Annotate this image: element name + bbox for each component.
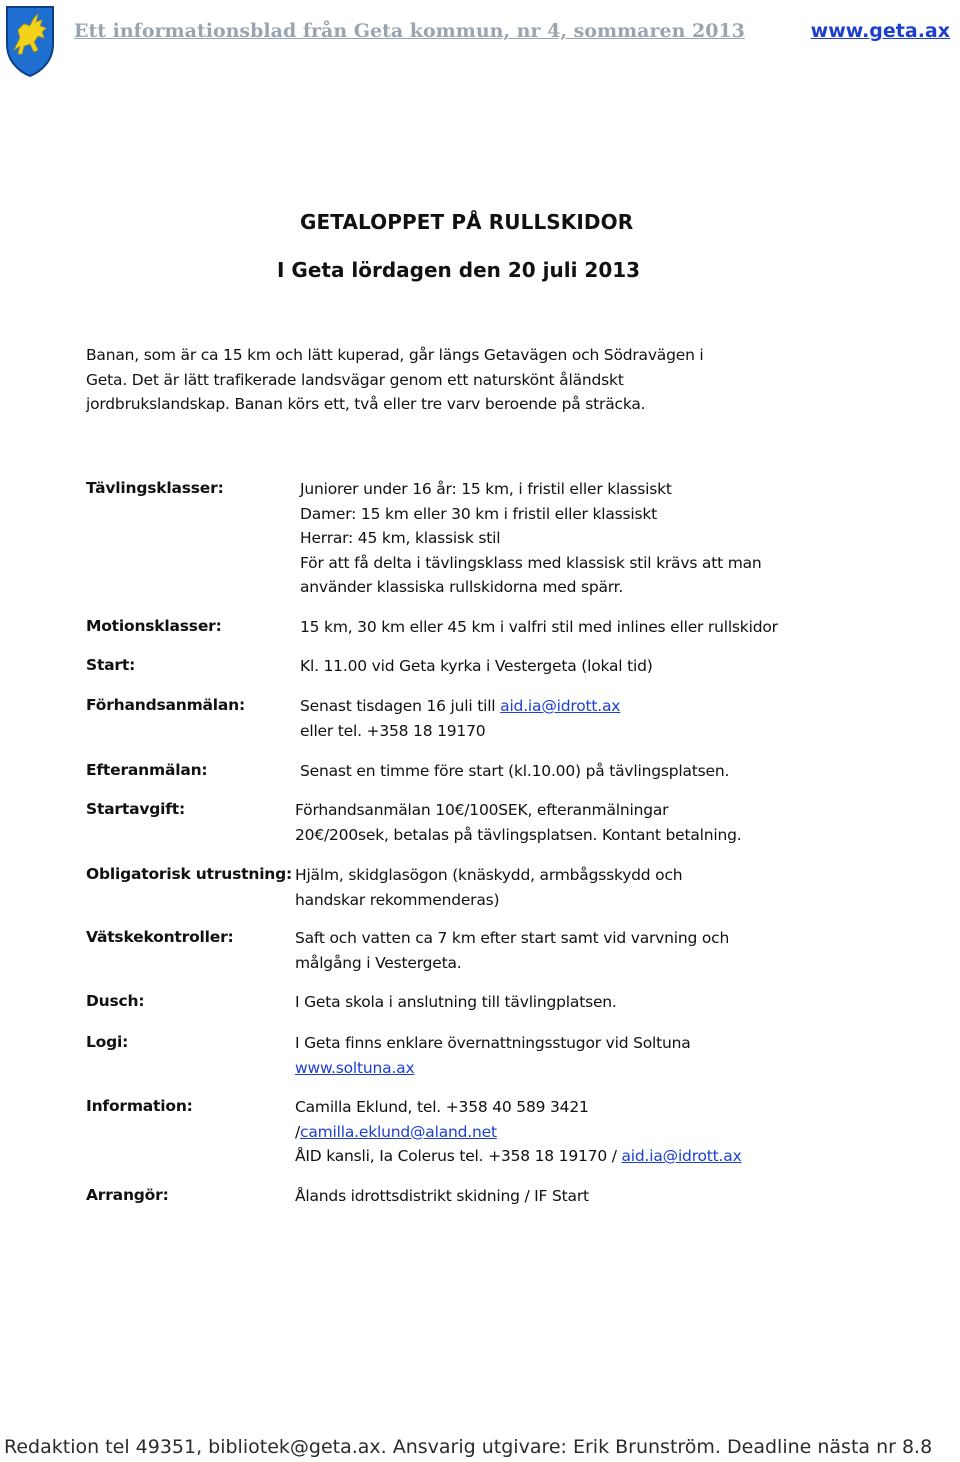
lodging-line: I Geta finns enklare övernattningsstugor vid Soltuna xyxy=(295,1034,691,1052)
office-email-link[interactable]: aid.ia@idrott.ax xyxy=(621,1147,742,1165)
event-date: I Geta lördagen den 20 juli 2013 xyxy=(277,258,641,282)
office-text: ÅID kansli, Ia Colerus tel. +358 18 19170 / xyxy=(295,1147,622,1165)
newsletter-title: Ett informationsblad från Geta kommun, nr 4, sommaren 2013 xyxy=(74,20,745,42)
label-arrangor: Arrangör: xyxy=(86,1186,169,1204)
late-register-line: Senast en timme före start (kl.10.00) på tävlingsplatsen. xyxy=(300,762,730,780)
label-motionsklasser: Motionsklasser: xyxy=(86,617,222,635)
contact-line: Camilla Eklund, tel. +358 40 589 3421 xyxy=(295,1098,589,1116)
value-dusch xyxy=(295,990,617,1015)
intro-line: Geta. Det är lätt trafikerade landsvägar genom ett naturskönt åländskt xyxy=(86,370,624,389)
event-title: GETALOPPET PÅ RULLSKIDOR xyxy=(300,210,634,234)
equipment-line: Hjälm, skidglasögon (knäskydd, armbågsskydd och xyxy=(295,866,683,884)
page-header xyxy=(0,0,960,80)
label-start: Start: xyxy=(86,656,136,674)
drink-station-line: Saft och vatten ca 7 km efter start samt vid varvning och xyxy=(295,929,730,947)
class-line: För att få delta i tävlingsklass med klassisk stil krävs att man xyxy=(300,553,762,572)
page-footer: Redaktion tel 49351, bibliotek@geta.ax. Ansvarig utgivare: Erik Brunström. Deadline nästa nr 8.8 xyxy=(4,1436,933,1458)
equipment-line: handskar rekommenderas) xyxy=(295,890,500,909)
label-forhandsanmalan: Förhandsanmälan: xyxy=(86,696,246,714)
camilla-email-link[interactable]: camilla.eklund@aland.net xyxy=(300,1122,497,1141)
value-startavgift xyxy=(295,798,741,847)
organizer-line: Ålands idrottsdistrikt skidning / IF Start xyxy=(295,1187,589,1205)
preregister-phone-line: eller tel. +358 18 19170 xyxy=(300,721,486,740)
intro-line: jordbrukslandskap. Banan körs ett, två eller tre varv beroende på sträcka. xyxy=(86,395,646,413)
fee-line: 20€/200sek, betalas på tävlingsplatsen. Kontant betalning. xyxy=(295,825,742,844)
value-information xyxy=(295,1095,742,1169)
value-utrustning xyxy=(295,863,682,912)
drink-station-line: målgång i Vestergeta. xyxy=(295,953,462,972)
label-efteranmalan: Efteranmälan: xyxy=(86,761,208,779)
label-logi: Logi: xyxy=(86,1033,129,1051)
label-information: Information: xyxy=(86,1097,193,1115)
website-link[interactable]: www.geta.ax xyxy=(810,20,950,42)
motion-line: 15 km, 30 km eller 45 km i valfri stil med inlines eller rullskidor xyxy=(300,618,778,636)
soltuna-link[interactable]: www.soltuna.ax xyxy=(295,1058,415,1077)
label-startavgift: Startavgift: xyxy=(86,800,186,818)
value-vatskekontroller xyxy=(295,926,729,975)
intro-paragraph xyxy=(86,343,806,417)
value-motionsklasser xyxy=(300,615,778,640)
class-line: Herrar: 45 km, klassisk stil xyxy=(300,529,501,547)
coat-of-arms-icon xyxy=(4,4,56,78)
label-vatskekontroller: Vätskekontroller: xyxy=(86,928,234,946)
value-start xyxy=(300,654,653,679)
preregister-text: Senast tisdagen 16 juli till xyxy=(300,697,501,715)
value-forhandsanmalan xyxy=(300,694,620,743)
fee-line: Förhandsanmälan 10€/100SEK, efteranmälningar xyxy=(295,801,669,819)
start-line: Kl. 11.00 vid Geta kyrka i Vestergeta (lokal tid) xyxy=(300,657,653,675)
label-tavlingsklasser: Tävlingsklasser: xyxy=(86,479,224,497)
intro-line: Banan, som är ca 15 km och lätt kuperad, går längs Getavägen och Södravägen i xyxy=(86,346,704,364)
contact-email-line xyxy=(295,1120,742,1145)
preregister-line xyxy=(300,694,620,719)
shower-line: I Geta skola i anslutning till tävlingplatsen. xyxy=(295,993,617,1011)
value-efteranmalan xyxy=(300,759,729,784)
value-logi xyxy=(295,1031,691,1080)
label-dusch: Dusch: xyxy=(86,992,145,1010)
preregister-email-link[interactable]: aid.ia@idrott.ax xyxy=(500,697,621,715)
value-arrangor xyxy=(295,1184,589,1209)
office-line xyxy=(295,1144,742,1169)
value-tavlingsklasser xyxy=(300,477,762,600)
class-line: använder klassiska rullskidorna med spärr. xyxy=(300,578,624,596)
class-line: Damer: 15 km eller 30 km i fristil eller klassiskt xyxy=(300,504,658,523)
slash-prefix: / xyxy=(295,1122,301,1141)
class-line: Juniorer under 16 år: 15 km, i fristil eller klassiskt xyxy=(300,480,672,498)
label-utrustning: Obligatorisk utrustning: xyxy=(86,865,293,883)
